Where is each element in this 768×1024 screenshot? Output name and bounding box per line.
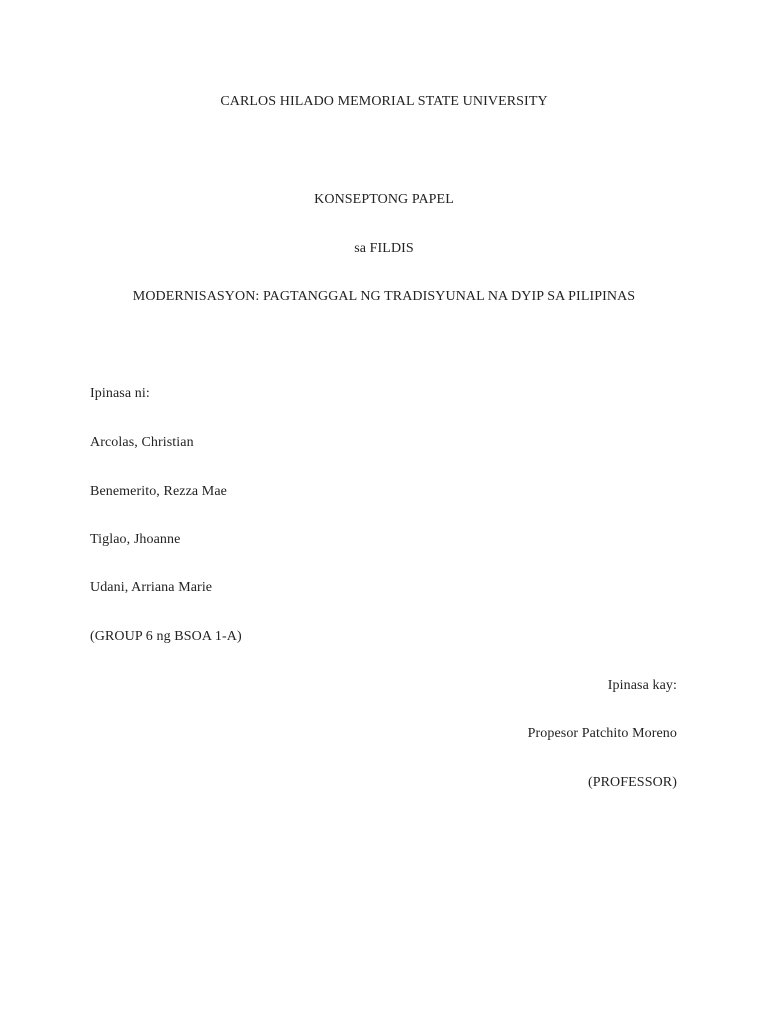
subject: sa FILDIS: [354, 241, 414, 256]
author-name: Benemerito, Rezza Mae: [90, 484, 227, 499]
author-name: Udani, Arriana Marie: [90, 580, 213, 595]
university-name: CARLOS HILADO MEMORIAL STATE UNIVERSITY: [220, 94, 548, 109]
submitted-by-label: Ipinasa ni:: [90, 386, 150, 401]
paper-title: MODERNISASYON: PAGTANGGAL NG TRADISYUNAL NA DYIP SA PILIPINAS: [132, 289, 636, 304]
professor-name: Propesor Patchito Moreno: [527, 726, 677, 741]
group-label: (GROUP 6 ng BSOA 1-A): [90, 629, 242, 644]
author-name: Arcolas, Christian: [90, 435, 194, 450]
submitted-to-label: Ipinasa kay:: [607, 678, 677, 693]
author-name: Tiglao, Jhoanne: [90, 532, 181, 547]
paper-type: KONSEPTONG PAPEL: [314, 192, 454, 207]
professor-role: (PROFESSOR): [587, 775, 677, 790]
